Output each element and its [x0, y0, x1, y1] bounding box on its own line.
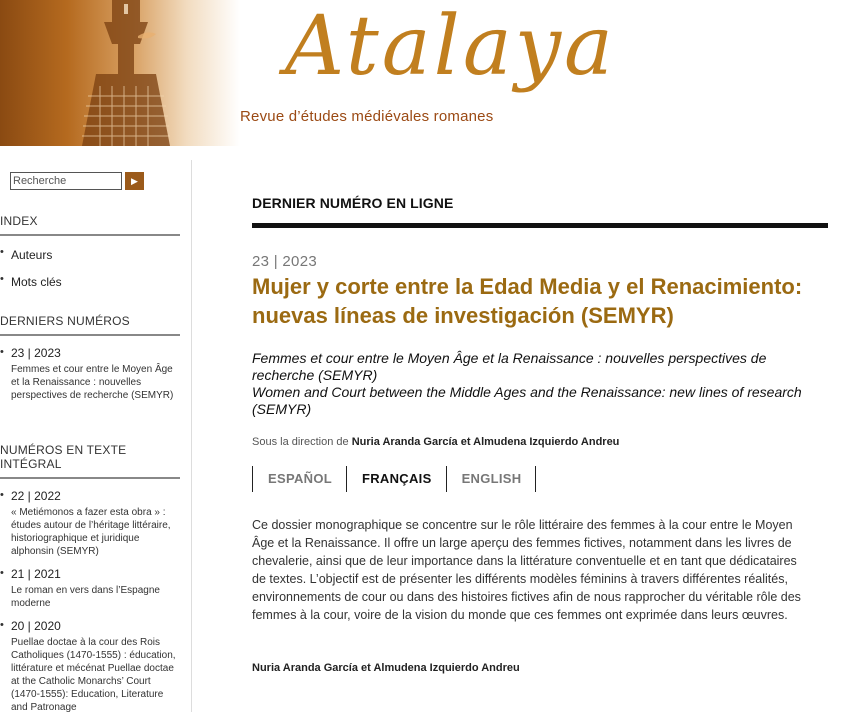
site-logo-title[interactable]: Atalaya	[285, 0, 616, 94]
authors-link[interactable]: Auteurs	[11, 248, 53, 262]
search-input[interactable]	[10, 172, 122, 190]
recent-issues-heading: DERNIERS NUMÉROS	[0, 314, 180, 336]
issue-title[interactable]: Mujer y corte entre la Edad Media y el Renacimiento: nuevas líneas de investigación (SEMYR)	[252, 274, 803, 328]
site-subtitle: Revue d’études médiévales romanes	[240, 108, 494, 125]
issue-description[interactable]: « Metiémonos a fazer esta obra » : études autour de l’héritage littéraire, historiographique et juridique alphonsin (SEMYR)	[11, 507, 171, 557]
issue-description[interactable]: Puellae doctae à la cour des Rois Catholiques (1470-1555) : éducation, littérature et mécénat Puellae doctae at the Catholic Monarchs’ Court (1470-1555): Education, Literature and Patronage	[11, 637, 176, 712]
issue-description[interactable]: Femmes et cour entre le Moyen Âge et la Renaissance : nouvelles perspectives de recherche (SEMYR)	[11, 364, 174, 401]
sidebar	[0, 160, 192, 712]
alt-title-fr: Femmes et cour entre le Moyen Âge et la Renaissance : nouvelles perspectives de recherche (SEMYR)	[252, 350, 767, 383]
tab-espanol[interactable]: ESPAÑOL	[252, 466, 346, 492]
list-item[interactable]	[0, 273, 180, 291]
issue-abstract: Ce dossier monographique se concentre sur le rôle littéraire des femmes à la cour entre le Moyen Âge et la Renaissance. Il offre un large aperçu des femmes fictives, notamment dans les livres de chevalerie, ainsi que de leur importance dans la littérature conventuelle et en tant que dédicataires de textes. L’objectif est de présenter les différents modèles féminins à travers différentes réalités, environnements de cour ou dans des histoires fictives afin de nous rapprocher du véritable rôle des femmes à la cour, voire de la vision du monde que ces femmes ont exprimée dans leurs œuvres.	[252, 518, 801, 622]
editors-label: Sous la direction de	[252, 436, 349, 448]
issue-number-link[interactable]: • 23 | 2023	[11, 346, 61, 360]
main-content	[252, 160, 828, 674]
tower-illustration	[0, 0, 240, 146]
tab-english[interactable]: ENGLISH	[446, 466, 537, 492]
keywords-link[interactable]: Mots clés	[11, 275, 62, 289]
full-text-issues-section	[0, 443, 180, 712]
full-text-issues-heading: NUMÉROS EN TEXTE INTÉGRAL	[0, 443, 180, 479]
issue-number-link[interactable]: • 20 | 2020	[11, 619, 61, 633]
list-item[interactable]	[0, 619, 180, 712]
index-section	[0, 214, 180, 300]
site-header	[0, 0, 856, 146]
issue-number: 23 | 2023	[252, 253, 317, 270]
editors-line	[252, 436, 828, 448]
language-tabs	[252, 466, 828, 492]
alternate-titles	[252, 350, 828, 418]
recent-issues-section	[0, 314, 180, 411]
alt-title-en: Women and Court between the Middle Ages and the Renaissance: new lines of research (SEMYR)	[252, 384, 802, 417]
list-item[interactable]	[0, 567, 180, 610]
list-item[interactable]	[0, 489, 180, 558]
search-submit-button[interactable]	[125, 172, 144, 190]
section-divider	[252, 223, 828, 228]
search-form	[10, 172, 144, 190]
list-item[interactable]	[0, 246, 180, 264]
issue-description[interactable]: Le roman en vers dans l’Espagne moderne	[11, 585, 160, 609]
index-heading: INDEX	[0, 214, 180, 236]
arrow-right-icon: ▶	[131, 175, 138, 186]
author-footer[interactable]: Nuria Aranda García et Almudena Izquierdo Andreu	[252, 662, 520, 674]
tab-francais[interactable]: FRANÇAIS	[346, 466, 446, 492]
list-item[interactable]	[0, 346, 180, 402]
issue-number-link[interactable]: • 21 | 2021	[11, 567, 61, 581]
editors-names[interactable]: Nuria Aranda García et Almudena Izquierdo Andreu	[351, 436, 620, 448]
section-heading: DERNIER NUMÉRO EN LIGNE	[252, 195, 454, 211]
issue-number-link[interactable]: • 22 | 2022	[11, 489, 61, 503]
